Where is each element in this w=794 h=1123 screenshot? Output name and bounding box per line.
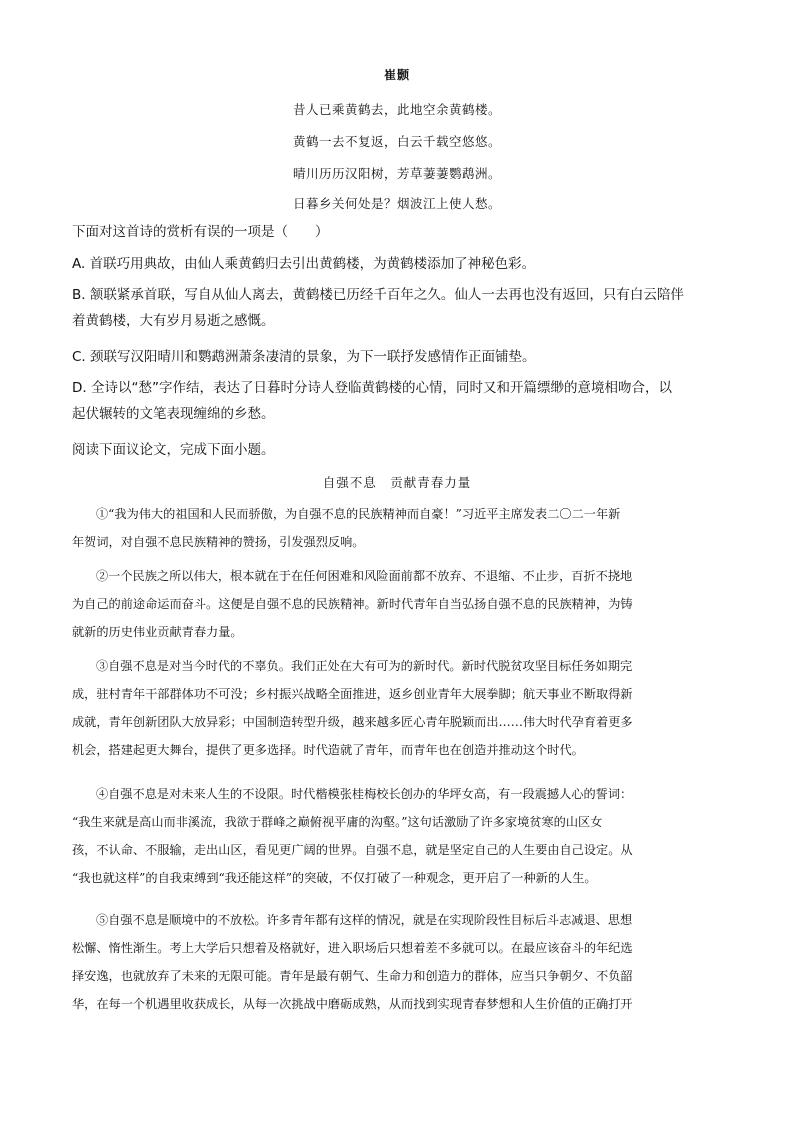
essay-line: ③自强不息是对当今时代的不辜负。我们正处在大有可为的新时代。新时代脱贫攻坚目标任务如期完 <box>96 659 633 673</box>
essay-line: ②一个民族之所以伟大，根本就在于在任何困难和风险面前都不放弃、不退缩、不止步，百折不挠地 <box>96 569 633 583</box>
reading-instruction: 阅读下面议论文，完成下面小题。 <box>72 442 275 458</box>
essay-line: 择安逸，也就放弃了未来的无限可能。青年是最有朝气、生命力和创造力的群体，应当只争朝夕、不负韶 <box>72 969 633 983</box>
essay-paragraph-4 <box>72 780 722 892</box>
essay-line: ⑤自强不息是顺境中的不放松。许多青年都有这样的情况，就是在实现阶段性目标后斗志减退、思想 <box>96 913 633 927</box>
essay-line: “我也就这样”的自我束缚到“我还能这样”的突破，不仅打破了一种观念，更开启了一种新的人生。 <box>72 871 597 885</box>
option-a <box>72 254 732 275</box>
poem-author: 崔颢 <box>383 68 410 82</box>
essay-line: 机会，搭建起更大舞台，提供了更多选择。时代造就了青年，而青年也在创造并推动这个时代。 <box>72 743 584 757</box>
essay-paragraph-2 <box>72 562 722 646</box>
question-stem: 下面对这首诗的赏析有误的一项是（ ） <box>72 224 329 240</box>
option-c-line-1: C. 颈联写汉阳晴川和鹦鹉洲萧条凄清的景象，为下一联抒发感情作正面铺垫。 <box>72 349 536 365</box>
essay-paragraph-5 <box>72 906 722 1018</box>
option-b <box>72 282 732 334</box>
essay-line: “我生来就是高山而非溪流，我欲于群峰之巅俯视平庸的沟壑。”这句话激励了许多家境贫寒的山区女 <box>72 815 603 829</box>
essay-line: 为自己的前途命运而奋斗。这便是自强不息的民族精神。新时代青年自当弘扬自强不息的民族精神，为铸 <box>72 597 633 611</box>
poem-line-3: 晴川历历汉阳树，芳草萋萋鹦鹉洲。 <box>292 166 501 181</box>
option-d <box>72 375 732 427</box>
essay-line: 成就，青年创新团队大放异彩；中国制造转型升级，越来越多匠心青年脱颖而出……伟大时代孕育着更多 <box>72 715 633 729</box>
essay-line: 孩，不认命、不服输，走出山区，看见更广阔的世界。自强不息，就是坚定自己的人生要由自己设定。从 <box>72 843 633 857</box>
option-d-line-1: D. 全诗以“愁”字作结，表达了日暮时分诗人登临黄鹤楼的心情，同时又和开篇缥缈的意境相吻合，以 <box>72 380 672 396</box>
essay-line: 就新的历史伟业贡献青春力量。 <box>72 625 243 639</box>
essay-paragraph-1 <box>72 500 722 556</box>
option-d-line-2: 起伏辗转的文笔表现缠绵的乡愁。 <box>72 406 275 422</box>
essay-title: 自强不息 贡献青春力量 <box>322 475 472 490</box>
poem-line-4: 日暮乡关何处是？烟波江上使人愁。 <box>292 196 501 211</box>
essay-line: 华，在每一个机遇里收获成长，从每一次挑战中磨砺成熟，从而找到实现青春梦想和人生价值的正确打开 <box>72 997 633 1011</box>
essay-line: 松懈、惰性渐生。考上大学后只想着及格就好，进入职场后只想着差不多就可以。在最应该奋斗的年纪选 <box>72 941 633 955</box>
essay-line: ④自强不息是对未来人生的不设限。时代楷模张桂梅校长创办的华坪女高，有一段震撼人心的誓词： <box>96 787 633 801</box>
option-a-line-1: A. 首联巧用典故，由仙人乘黄鹤归去引出黄鹤楼，为黄鹤楼添加了神秘色彩。 <box>72 256 536 272</box>
essay-line: 成，驻村青年干部群体功不可没；乡村振兴战略全面推进，返乡创业青年大展拳脚；航天事业不断取得新 <box>72 687 633 701</box>
option-c <box>72 347 732 368</box>
poem-line-1: 昔人已乘黄鹤去，此地空余黄鹤楼。 <box>292 102 501 117</box>
essay-line: ①“我为伟大的祖国和人民而骄傲，为自强不息的民族精神而自豪！”习近平主席发表二〇二一年新 <box>96 507 621 521</box>
option-b-line-1: B. 颔联紧承首联，写自从仙人离去，黄鹤楼已历经千百年之久。仙人一去再也没有返回，只有白云陪伴 <box>72 287 684 303</box>
option-b-line-2: 着黄鹤楼，大有岁月易逝之感慨。 <box>72 313 275 329</box>
poem-line-2: 黄鹤一去不复返，白云千载空悠悠。 <box>292 134 501 149</box>
essay-line: 年贺词，对自强不息民族精神的赞扬，引发强烈反响。 <box>72 535 365 549</box>
essay-paragraph-3 <box>72 652 722 764</box>
